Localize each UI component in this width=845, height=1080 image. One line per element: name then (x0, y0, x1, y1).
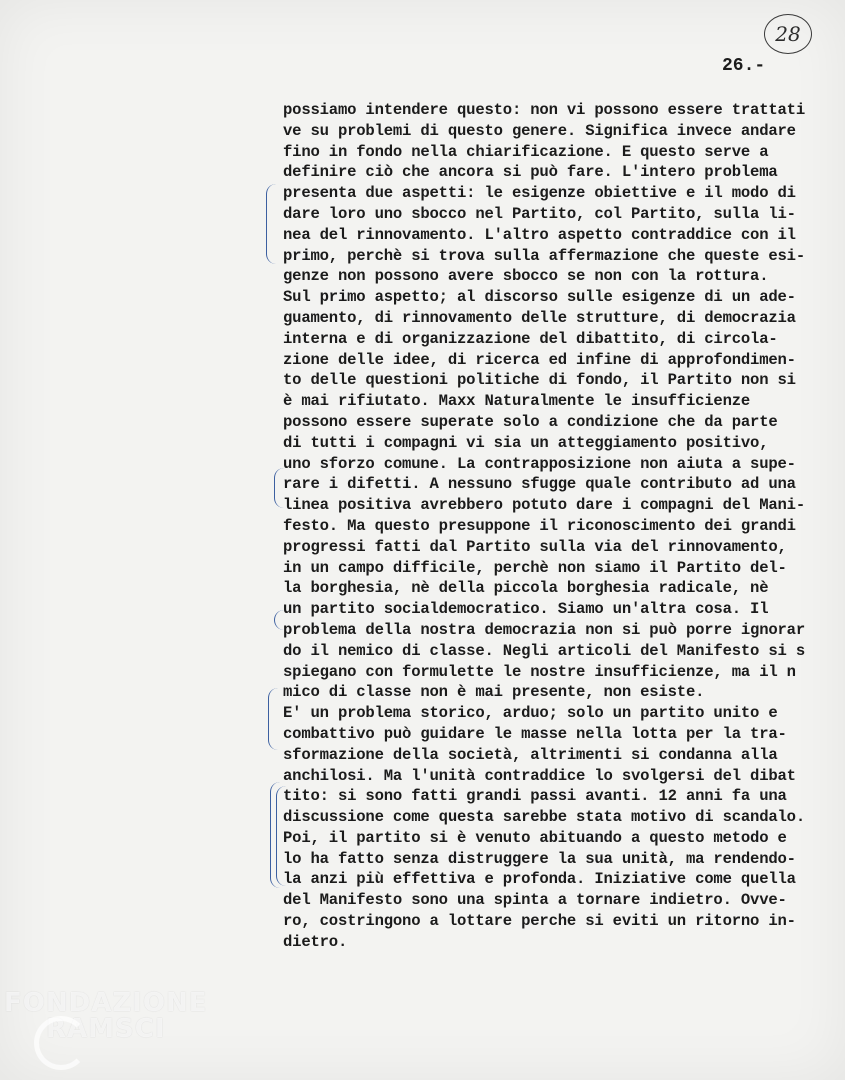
watermark-logo-icon (34, 1016, 88, 1070)
text-line: Poi, il partito si è venuto abituando a questo metodo e (283, 828, 787, 847)
text-line: di tutti i compagni vi sia un atteggiamento positivo, (283, 433, 769, 452)
text-line: genze non possono avere sbocco se non con la rottura. (283, 267, 769, 286)
text-line: do il nemico di classe. Negli articoli del Manifesto si s (283, 641, 805, 660)
margin-bracket-mark (274, 610, 285, 630)
text-line: del Manifesto sono una spinta a tornare indietro. Ovve- (283, 891, 787, 910)
text-line: la anzi più effettiva e profonda. Iniziative come quella (283, 870, 796, 889)
typed-body-text (283, 100, 845, 953)
page-number: 26.- (722, 56, 766, 76)
folio-number: 28 (775, 22, 801, 46)
text-line: la borghesia, nè della piccola borghesia radicale, nè (283, 579, 769, 598)
text-line: in un campo difficile, perchè non siamo il Partito del- (283, 558, 787, 577)
text-line: mico di classe non è mai presente, non esiste. (283, 683, 705, 702)
text-line: un partito socialdemocratico. Siamo un'altra cosa. Il (283, 600, 769, 619)
text-line: possono essere superate solo a condizione che da parte (283, 412, 778, 431)
text-line: fino in fondo nella chiarificazione. E questo serve a (283, 142, 769, 161)
text-line: to delle questioni politiche di fondo, il Partito non si (283, 371, 796, 390)
text-line: progressi fatti dal Partito sulla via del rinnovamento, (283, 537, 787, 556)
text-line: interna e di organizzazione del dibattito, di circola- (283, 329, 778, 348)
text-line: E' un problema storico, arduo; solo un partito unito e (283, 704, 778, 723)
margin-bracket-mark (276, 786, 287, 886)
text-line: nea del rinnovamento. L'altro aspetto contraddice con il (283, 225, 796, 244)
watermark-line-1: FONDAZIONE (4, 988, 208, 1018)
margin-bracket-mark (268, 688, 279, 750)
text-line: uno sforzo comune. La contrapposizione non aiuta a supe- (283, 454, 796, 473)
text-line: presenta due aspetti: le esigenze obiettive e il modo di (283, 184, 796, 203)
text-line: combattivo può guidare le masse nella lotta per la tra- (283, 724, 787, 743)
text-line: guamento, di rinnovamento delle strutture, di democrazia (283, 308, 796, 327)
text-line: zione delle idee, di ricerca ed infine di approfondimen- (283, 350, 796, 369)
text-line: Sul primo aspetto; al discorso sulle esigenze di un ade- (283, 288, 796, 307)
text-line: primo, perchè si trova sulla affermazione che queste esi- (283, 246, 805, 265)
text-line: spiegano con formulette le nostre insufficienze, ma il n (283, 662, 796, 681)
text-line: è mai rifiutato. Maxx Naturalmente le insufficienze (283, 392, 751, 411)
text-line: ve su problemi di questo genere. Significa invece andare (283, 121, 796, 140)
archive-watermark (4, 988, 207, 1044)
text-line: sformazione della società, altrimenti si condanna alla (283, 745, 778, 764)
text-line: dietro. (283, 932, 348, 951)
text-line: problema della nostra democrazia non si può porre ignorar (283, 620, 805, 639)
folio-stamp (764, 14, 812, 54)
text-line: tito: si sono fatti grandi passi avanti. 12 anni fa una (283, 787, 787, 806)
text-line: definire ciò che ancora si può fare. L'intero problema (283, 163, 778, 182)
text-line: linea positiva avrebbero potuto dare i compagni del Mani- (283, 496, 805, 515)
margin-bracket-mark (266, 184, 277, 264)
text-line: dare loro uno sbocco nel Partito, col Partito, sulla li- (283, 204, 796, 223)
text-line: rare i difetti. A nessuno sfugge quale contributo ad una (283, 475, 796, 494)
text-line: anchilosi. Ma l'unità contraddice lo svolgersi del dibat (283, 766, 796, 785)
text-line: possiamo intendere questo: non vi possono essere trattati (283, 101, 805, 119)
text-line: lo ha fatto senza distruggere la sua unità, ma rendendo- (283, 849, 796, 868)
text-line: ro, costringono a lottare perche si eviti un ritorno in- (283, 912, 796, 931)
margin-bracket-mark (274, 468, 285, 508)
text-line: discussione come questa sarebbe stata motivo di scandalo. (283, 808, 805, 827)
watermark-line-2: RAMSCI (46, 1014, 166, 1044)
text-line: festo. Ma questo presuppone il riconoscimento dei grandi (283, 516, 796, 535)
